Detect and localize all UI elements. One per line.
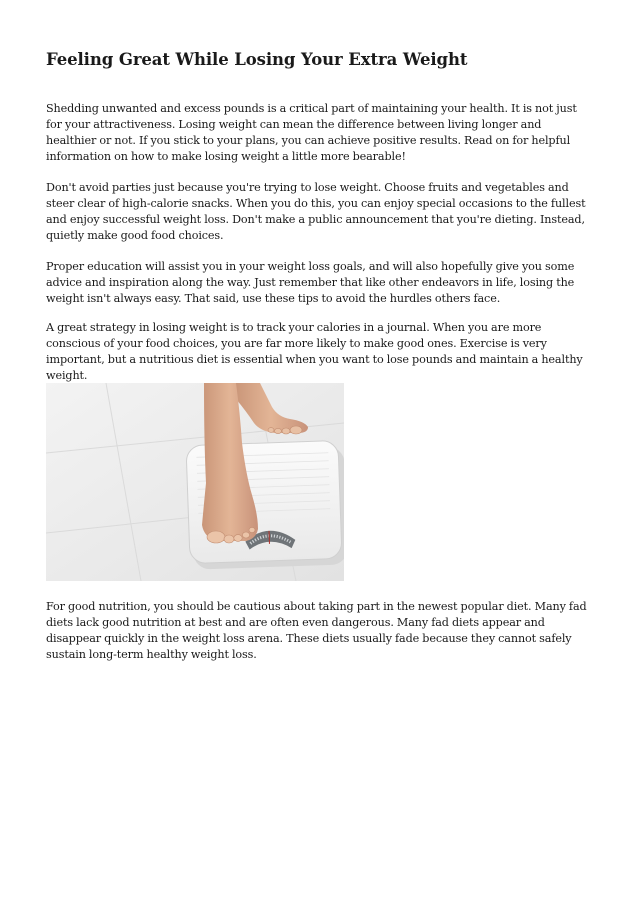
paragraph: A great strategy in losing weight is to track your calories in a journal. When you are more conscious of your food choices, you are far more likely to make good ones. Exercise is very important, but a nutritious diet is essential when you want to lose pounds and maintain a healthy weight. — [46, 321, 583, 382]
bathroom-scale-photo — [46, 383, 344, 581]
paragraph: Proper education will assist you in your weight loss goals, and will also hopefully give you some advice and inspiration along the way. Just remember that like other endeavors in life, losing the weight isn't always easy. That said, use these tips to avoid the hurdles others face. — [46, 260, 575, 305]
page-title: Feeling Great While Losing Your Extra Weight — [46, 50, 468, 69]
paragraph: Don't avoid parties just because you're trying to lose weight. Choose fruits and vegetables and steer clear of high-calorie snacks. When you do this, you can enjoy special occasions to the fullest and enjoy successful weight loss. Don't make a public announcement that you're dieting. Instead, quietly make good food choices. — [46, 181, 586, 242]
paragraph: For good nutrition, you should be cautious about taking part in the newest popular diet. Many fad diets lack good nutrition at best and are often even dangerous. Many fad diets appear and disappear quickly in the weight loss arena. These diets usually fade because they cannot safely sustain long-term healthy weight loss. — [46, 600, 587, 661]
paragraph: Shedding unwanted and excess pounds is a critical part of maintaining your health. It is not just for your attractiveness. Losing weight can mean the difference between living longer and healthier or not. If you stick to your plans, you can achieve positive results. Read on for helpful information on how to make losing weight a little more bearable! — [46, 102, 577, 163]
